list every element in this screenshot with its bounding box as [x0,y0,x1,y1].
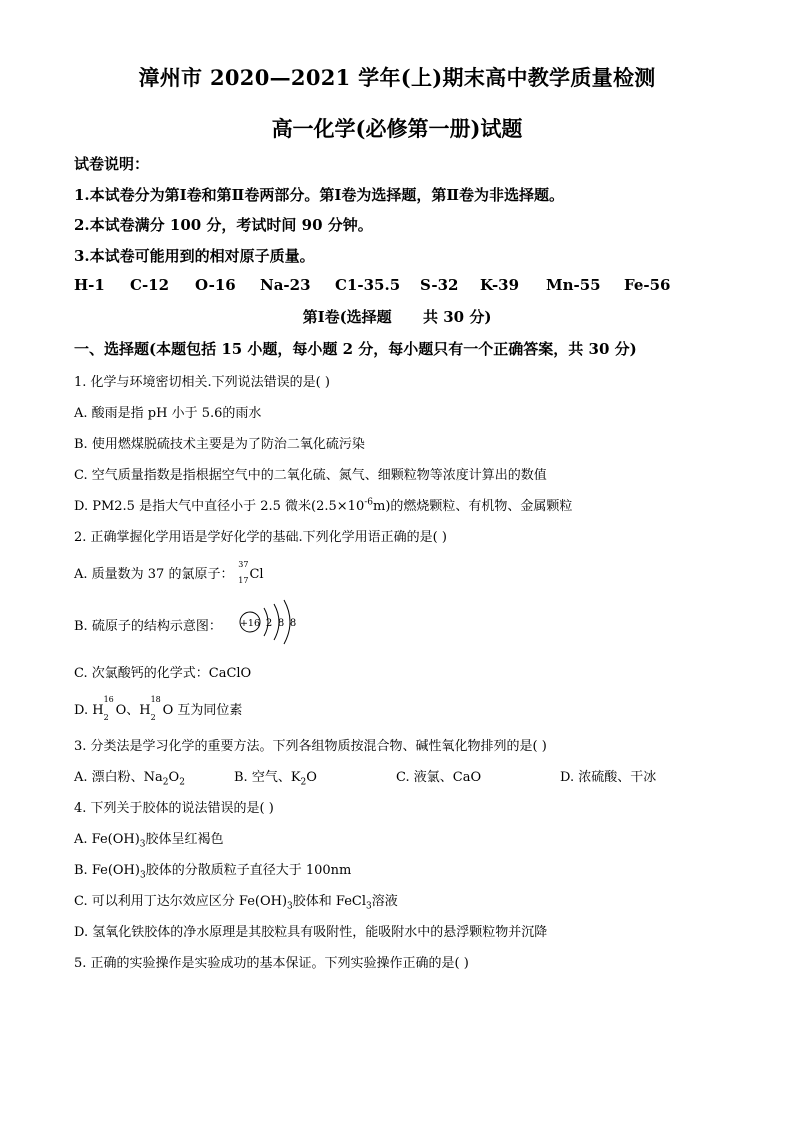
option-text: m)的燃烧颗粒、有机物、金属颗粒 [373,499,573,514]
question-1-option-b: B. 使用燃煤脱硫技术主要是为了防治二氧化硫污染 [74,437,365,452]
question-3-option-a [74,766,185,788]
nuclide-notation [233,560,249,585]
section-heading: 一、选择题(本题包括 15 小题，每小题 2 分，每小题只有一个正确答案，共 30 分) [74,340,637,358]
question-1-option-c: C. 空气质量指数是指根据空气中的二氧化硫、氮气、细颗粒物等浓度计算出的数值 [74,468,547,483]
instructions-heading: 试卷说明： [74,155,150,173]
atomic-number: 17 [238,576,249,585]
atom-count: 2 [150,713,156,722]
exam-title: 漳州市 2020—2021 学年(上)期末高中教学质量检测 [138,65,656,90]
option-text: 溶液 [371,894,398,909]
atomic-mass-list [74,276,671,296]
atomic-mass-item: O-16 [195,276,236,294]
question-3-option-c: C. 液氯、CaO [396,770,482,785]
option-text: A. Fe(OH) [74,832,140,847]
isotope-notation [103,695,114,722]
question-4-option-b [74,859,351,881]
question-2-option-c: C. 次氯酸钙的化学式：CaClO [74,666,252,681]
question-4-stem: 4. 下列关于胶体的说法错误的是( ) [74,801,274,816]
option-text: B. 空气、K [234,770,301,785]
atomic-mass-item: H-1 [74,276,105,294]
atomic-mass-item: C-12 [130,276,170,294]
exponent: -6 [364,497,373,508]
atomic-mass-item: S-32 [420,276,459,294]
option-text: O 互为同位素 [162,703,243,718]
option-text: B. Fe(OH) [74,863,140,878]
atomic-mass-item: C1-35.5 [335,276,401,294]
sulfur-atom-structure-diagram [236,598,306,646]
option-text: 胶体的分散质粒子直径大于 100nm [145,863,352,878]
question-1-option-a: A. 酸雨是指 pH 小于 5.6的雨水 [74,406,262,421]
question-5-stem: 5. 正确的实验操作是实验成功的基本保证。下列实验操作正确的是( ) [74,956,469,971]
option-text: C. 可以利用丁达尔效应区分 Fe(OH) [74,894,288,909]
question-3-stem: 3. 分类法是学习化学的重要方法。下列各组物质按混合物、碱性氧化物排列的是( ) [74,739,547,754]
atom-count: 2 [103,713,109,722]
subscript: 2 [300,777,307,788]
subscript: 2 [179,777,185,788]
subscript: 3 [287,901,293,912]
option-text: A. 漂白粉、Na [74,770,163,785]
atomic-mass-item: Mn-55 [546,276,601,294]
subscript: 2 [162,777,169,788]
mass-number: 37 [238,560,249,569]
instruction-2: 2.本试卷满分 100 分，考试时间 90 分钟。 [74,216,373,234]
option-text: O、H [115,703,151,718]
option-text: D. PM2.5 是指大气中直径小于 2.5 微米(2.5×10 [74,499,365,514]
question-2-option-a [74,560,264,585]
question-1-option-d [74,495,572,514]
option-text: O [168,770,180,785]
mass-number: 16 [103,695,114,704]
section-title: 第Ⅰ卷(选择题 共 30 分) [302,308,492,326]
question-1-stem: 1. 化学与环境密切相关.下列说法错误的是( ) [74,375,330,390]
option-text: 胶体和 FeCl [292,894,367,909]
subscript: 3 [366,901,372,912]
atomic-mass-item: Fe-56 [624,276,671,294]
atomic-mass-item: Na-23 [260,276,311,294]
option-text: O [306,770,317,785]
isotope-notation [150,695,161,722]
question-3-option-d: D. 浓硫酸、干冰 [560,770,657,785]
question-3-option-b [234,766,317,788]
shell-electron-count: 2 [265,618,273,629]
option-text: D. H [74,703,104,718]
shell-electron-count: 8 [289,618,297,629]
exam-subtitle: 高一化学(必修第一册)试题 [271,116,523,141]
atomic-mass-item: K-39 [480,276,520,294]
question-2-stem: 2. 正确掌握化学用语是学好化学的基础.下列化学用语正确的是( ) [74,530,447,545]
subscript: 3 [139,839,146,850]
question-4-option-c [74,890,398,912]
option-text: 胶体呈红褐色 [145,832,224,847]
nucleus-charge: +16 [239,618,261,629]
instruction-1: 1.本试卷分为第Ⅰ卷和第Ⅱ卷两部分。第Ⅰ卷为选择题，第Ⅱ卷为非选择题。 [74,186,564,204]
option-text: A. 质量数为 37 的氯原子： [74,567,234,582]
instruction-3: 3.本试卷可能用到的相对原子质量。 [74,247,315,265]
question-2-option-b: B. 硫原子的结构示意图： [74,619,222,634]
question-4-option-d: D. 氢氧化铁胶体的净水原理是其胶粒具有吸附性，能吸附水中的悬浮颗粒物并沉降 [74,925,548,940]
subscript: 3 [139,870,146,881]
mass-number: 18 [150,695,161,704]
question-4-option-a [74,828,224,850]
element-symbol: Cl [249,567,264,582]
shell-electron-count: 8 [277,618,285,629]
question-2-option-d [74,695,243,722]
